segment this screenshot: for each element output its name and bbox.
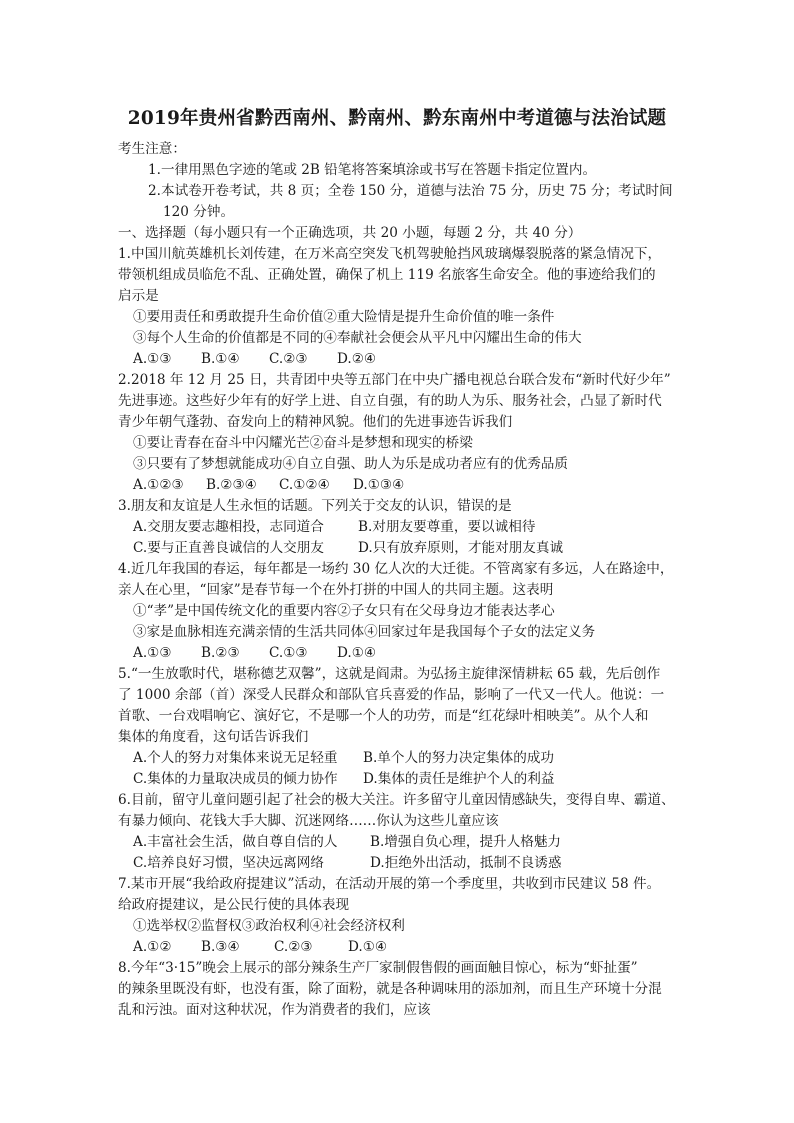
q7-stem-2: 给政府提建议，是公民行使的具体表现	[118, 897, 350, 913]
q8-stem-2: 的辣条里既没有虾，也没有蛋，除了面粉，就是各种调味用的添加剂，而且生产环境十分混	[118, 981, 662, 997]
q7-option-b: B.③④	[201, 939, 240, 955]
q4-option-a: A.①③	[133, 645, 172, 661]
q4-option-d: D.①④	[337, 645, 377, 661]
q3-stem: 3.朋友和友谊是人生永恒的话题。下列关于交友的认识，错误的是	[118, 498, 512, 514]
notice-heading: 考生注意：	[118, 141, 186, 157]
q1-statement-2: ③每个人生命的价值都是不同的④奉献社会便会从平凡中闪耀出生命的伟大	[133, 330, 582, 346]
q1-stem-3: 启示是	[118, 288, 159, 304]
exam-title: 2019年贵州省黔西南州、黔南州、黔东南州中考道德与法治试题	[127, 108, 667, 129]
q5-stem-4: 集体的角度看，这句话告诉我们	[118, 729, 309, 745]
q4-statement-1: ①“孝”是中国传统文化的重要内容②子女只有在父母身边才能表达孝心	[133, 603, 555, 619]
q1-stem-2: 带领机组成员临危不乱、正确处置，确保了机上 119 名旅客生命安全。他的事迹给我们的	[118, 267, 656, 283]
q3-option-b: B.对朋友要尊重，要以诚相待	[358, 519, 536, 535]
q6-stem-2: 有暴力倾向、花钱大手大脚、沉迷网络……你认为这些儿童应该	[118, 813, 499, 829]
q2-statement-1: ①要让青春在奋斗中闪耀光芒②奋斗是梦想和现实的桥梁	[133, 435, 473, 451]
q3-option-d: D.只有放弃原则，才能对朋友真诚	[358, 540, 564, 556]
q1-option-a: A.①③	[133, 351, 172, 367]
q5-stem-3: 首歌、一台戏唱响它、演好它，不是哪一个人的功劳，而是“红花绿叶相映美”。从个人和	[118, 708, 649, 724]
q2-option-c: C.①②④	[279, 477, 330, 493]
q6-option-d: D.拒绝外出活动，抵制不良诱惑	[370, 855, 562, 871]
q5-stem-1: 5.“一生放歌时代，堪称德艺双馨”，这就是阎肃。为弘扬主旋律深情耕耘 65 载，先后创作	[118, 666, 661, 682]
q2-option-d: D.①③④	[353, 477, 405, 493]
q2-stem-2: 先进事迹。这些好少年有的好学上进、自立自强，有的助人为乐、服务社会，凸显了新时代	[118, 393, 662, 409]
q2-stem-3: 青少年朝气蓬勃、奋发向上的精神风貌。他们的先进事迹告诉我们	[118, 414, 513, 430]
q5-option-d: D.集体的责任是维护个人的利益	[363, 771, 555, 787]
q1-stem-1: 1.中国川航英雄机长刘传建，在万米高空突发飞机驾驶舱挡风玻璃爆裂脱落的紧急情况下，	[118, 246, 662, 262]
q2-statement-2: ③只要有了梦想就能成功④自立自强、助人为乐是成功者应有的优秀品质	[133, 456, 568, 472]
notice-item-2: 2.本试卷开卷考试，共 8 页；全卷 150 分，道德与法治 75 分，历史 75 分；考试时间	[148, 183, 673, 199]
q7-option-c: C.②③	[274, 939, 313, 955]
q5-option-b: B.单个人的努力决定集体的成功	[363, 750, 555, 766]
q5-option-c: C.集体的力量取决成员的倾力协作	[133, 771, 338, 787]
q5-option-a: A.个人的努力对集体来说无足轻重	[133, 750, 338, 766]
q7-stem-1: 7.某市开展“我给政府提建议”活动，在活动开展的第一个季度里，共收到市民建议 58 件。	[118, 876, 661, 892]
q4-statement-2: ③家是血脉相连充满亲情的生活共同体④回家过年是我国每个子女的法定义务	[133, 624, 596, 640]
q3-option-c: C.要与正直善良诚信的人交朋友	[133, 540, 324, 556]
section-heading: 一、选择题（每小题只有一个正确选项，共 20 小题，每题 2 分，共 40 分）	[118, 225, 582, 241]
q4-option-b: B.②③	[201, 645, 240, 661]
notice-item-1: 1.一律用黑色字迹的笔或 2B 铅笔将答案填涂或书写在答题卡指定位置内。	[148, 162, 597, 178]
q6-stem-1: 6.目前，留守儿童问题引起了社会的极大关注。许多留守儿童因情感缺失，变得自卑、霸道、	[118, 792, 675, 808]
q2-option-b: B.②③④	[206, 477, 257, 493]
q6-option-b: B.增强自负心理，提升人格魅力	[370, 834, 562, 850]
q1-option-d: D.②④	[337, 351, 377, 367]
q8-stem-1: 8.今年“3·15”晚会上展示的部分辣条生产厂家制假售假的画面触目惊心，标为“虾扯蛋”	[118, 960, 638, 976]
q8-stem-3: 乱和污浊。面对这种状况，作为消费者的我们，应该	[118, 1002, 431, 1018]
q2-option-a: A.①②③	[133, 477, 184, 493]
q4-stem-1: 4.近几年我国的春运，每年都是一场约 30 亿人次的大迁徙。不管离家有多远，人在路途中，	[118, 561, 674, 577]
q7-statement-1: ①选举权②监督权③政治权利④社会经济权利	[133, 918, 405, 934]
q7-option-a: A.①②	[133, 939, 172, 955]
q1-statement-1: ①要用责任和勇敢提升生命价值②重大险情是提升生命价值的唯一条件	[133, 309, 555, 325]
q6-option-c: C.培养良好习惯，坚决远离网络	[133, 855, 324, 871]
q6-option-a: A.丰富社会生活，做自尊自信的人	[133, 834, 338, 850]
notice-item-2-cont: 120 分钟。	[163, 204, 235, 220]
q3-option-a: A.交朋友要志趣相投，志同道合	[133, 519, 324, 535]
q1-option-b: B.①④	[201, 351, 240, 367]
q4-stem-2: 亲人在心里，“回家”是春节每一个在外打拼的中国人的共同主题。这表明	[118, 582, 554, 598]
q7-option-d: D.①④	[348, 939, 388, 955]
q1-option-c: C.②③	[269, 351, 308, 367]
q5-stem-2: 了 1000 余部（首）深受人民群众和部队官兵喜爱的作品，影响了一代又一代人。他说：一	[118, 687, 665, 703]
q4-option-c: C.①③	[269, 645, 308, 661]
q2-stem-1: 2.2018 年 12 月 25 日，共青团中央等五部门在中央广播电视总台联合发布“新时代好少年”	[118, 372, 671, 388]
